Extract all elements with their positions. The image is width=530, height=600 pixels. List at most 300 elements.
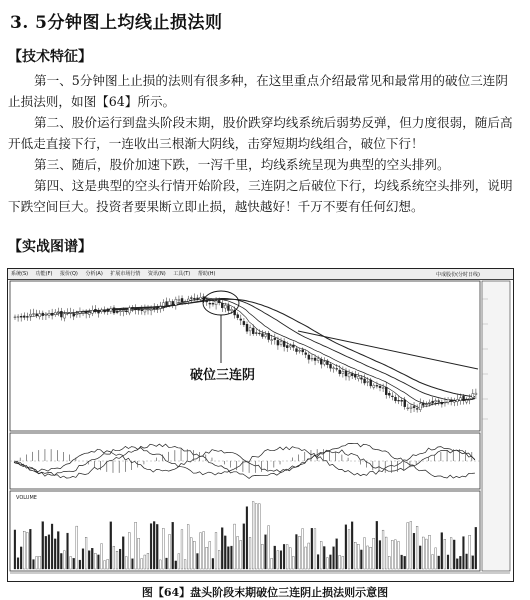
volume-bar [416, 526, 418, 569]
stock-chart-screenshot [7, 268, 514, 582]
volume-bar [206, 547, 208, 569]
candle-body [138, 309, 140, 310]
candle-body [190, 298, 192, 299]
candle-body [453, 401, 455, 402]
volume-bar [320, 541, 322, 569]
candle-body [299, 350, 301, 351]
volume-bar [289, 548, 291, 569]
candle-body [116, 312, 118, 313]
candle-body [388, 393, 390, 395]
volume-bar [475, 527, 477, 569]
volume-bar [33, 560, 35, 569]
candle-body [33, 314, 35, 315]
candle-body [172, 301, 174, 305]
candle-body [286, 346, 288, 348]
volume-bar [187, 525, 189, 569]
volume-bar [200, 533, 202, 569]
volume-bar [237, 536, 239, 569]
volume-bar [413, 533, 415, 569]
volume-panel [10, 491, 480, 571]
candle-body [206, 300, 208, 302]
paragraph-2: 第二、股价运行到盘头阶段末期，股价跌穿均线系统后弱势反弹，但力度很弱，随后高开低走直接下行，一连收出三根渐大阴线，击穿短期均线组合，破位下行！ [8, 115, 513, 151]
volume-bar [314, 529, 316, 569]
candle-body [85, 311, 87, 313]
annotation-label: 破位三连阴 [190, 368, 256, 383]
price-panel [10, 281, 480, 431]
volume-bar [212, 558, 214, 569]
menu-item: 扩展市场行情 [110, 271, 141, 277]
volume-bar [360, 550, 362, 569]
body-text [8, 70, 520, 217]
volume-bar [234, 524, 236, 569]
menu-item: 工具(T) [173, 271, 191, 277]
candle-body [466, 400, 468, 402]
candle-body [292, 345, 294, 347]
volume-bar [240, 540, 242, 569]
volume-bar [70, 557, 72, 569]
volume-bar [311, 528, 313, 569]
volume-bar [82, 549, 84, 569]
candle-body [181, 298, 183, 302]
candle-body [57, 312, 59, 313]
volume-bar [246, 507, 248, 569]
volume-bar [255, 504, 257, 569]
candle-body [283, 341, 285, 346]
volume-bar [317, 555, 319, 569]
volume-bar [110, 522, 112, 569]
moving-average-line [30, 298, 475, 407]
volume-bar [144, 555, 146, 569]
candle-body [370, 380, 372, 386]
candle-body [289, 346, 291, 347]
indicator-panel [10, 433, 480, 489]
candle-body [240, 319, 242, 320]
volume-bar [138, 538, 140, 569]
volume-bar [252, 502, 254, 569]
candle-body [187, 299, 189, 301]
volume-bar [277, 551, 279, 569]
volume-bar [323, 546, 325, 569]
candle-body [141, 310, 143, 311]
candle-body [67, 313, 69, 314]
volume-bar [261, 544, 263, 569]
volume-bar [419, 546, 421, 569]
volume-bar [85, 537, 87, 569]
volume-bar [215, 532, 217, 569]
candle-body [17, 316, 19, 317]
volume-bar [54, 539, 56, 569]
volume-bar [463, 537, 465, 569]
volume-bar [391, 540, 393, 569]
volume-bar [308, 543, 310, 569]
volume-bar [63, 551, 65, 569]
candle-body [166, 302, 168, 306]
candle-body [107, 311, 109, 312]
menu-item: 功能(F) [35, 271, 53, 277]
volume-bar [128, 532, 130, 569]
volume-label: VOLUME [16, 495, 37, 501]
volume-bar [181, 530, 183, 569]
volume-bar [193, 541, 195, 569]
volume-bar [42, 522, 44, 569]
candle-body [200, 297, 202, 299]
candle-body [252, 328, 254, 334]
volume-bar [39, 556, 41, 569]
price-axis [482, 281, 510, 571]
volume-bar [79, 560, 81, 569]
volume-bar [57, 532, 59, 569]
volume-bar [459, 556, 461, 569]
volume-bar [385, 537, 387, 569]
candle-body [110, 309, 112, 311]
candle-body [193, 298, 195, 299]
volume-bar [370, 547, 372, 569]
candle-body [215, 301, 217, 305]
candle-body [385, 387, 387, 395]
candle-body [246, 324, 248, 331]
candle-body [364, 379, 366, 383]
candle-body [422, 403, 424, 405]
candle-body [367, 381, 369, 382]
candle-body [101, 310, 103, 312]
volume-bar [48, 535, 50, 569]
volume-bar [45, 536, 47, 569]
volume-bar [456, 559, 458, 569]
candle-body [311, 358, 313, 359]
candle-body [119, 311, 121, 312]
candle-body [302, 350, 304, 352]
candle-body [320, 359, 322, 364]
volume-bar [379, 541, 381, 569]
volume-bar [218, 551, 220, 569]
candle-body [342, 371, 344, 373]
volume-bar [447, 555, 449, 569]
candle-body [94, 309, 96, 310]
volume-bar [14, 530, 16, 569]
candle-body [441, 403, 443, 404]
candle-body [70, 312, 72, 313]
volume-bar [444, 539, 446, 569]
moving-average-lines [30, 298, 479, 408]
volume-bar [302, 529, 304, 569]
volume-bar [364, 538, 366, 569]
volume-bar [17, 558, 19, 569]
candle-body [104, 311, 106, 312]
volume-bar [67, 533, 69, 569]
volume-bar [197, 553, 199, 569]
volume-bar [60, 553, 62, 569]
volume-bar [333, 547, 335, 569]
volume-bar [101, 544, 103, 569]
candle-body [144, 309, 146, 312]
volume-bar [351, 522, 353, 569]
volume-bar [432, 555, 434, 569]
volume-bar [51, 524, 53, 569]
volume-bar [422, 537, 424, 569]
volume-bar [466, 554, 468, 569]
volume-bar [76, 526, 78, 569]
page-title: 3. 5分钟图上均线止损法则 [10, 13, 223, 33]
candle-body [438, 401, 440, 402]
volume-bar [330, 555, 332, 569]
ticker-title: 中成股份(分时日线) [436, 272, 480, 278]
candle-body [413, 406, 415, 407]
candle-body [450, 400, 452, 401]
candle-body [39, 314, 41, 317]
volume-bar [348, 530, 350, 569]
candle-body [398, 400, 400, 401]
candle-body [36, 314, 38, 315]
candle-body [314, 358, 316, 361]
volume-bar [435, 548, 437, 569]
candle-body [444, 402, 446, 403]
candle-body [463, 396, 465, 400]
candle-body [42, 313, 44, 316]
candle-body [401, 400, 403, 401]
candle-body [29, 314, 31, 316]
volume-bar [258, 504, 260, 569]
candle-body [175, 299, 177, 305]
candle-body [305, 353, 307, 355]
candle-body [258, 333, 260, 334]
menu-item: 系统(S) [11, 271, 29, 277]
section-heading-chart: 【实战图谱】 [8, 239, 92, 255]
volume-bar [472, 556, 474, 569]
indicator-line [14, 449, 475, 472]
volume-bar [441, 533, 443, 569]
candle-body [153, 308, 155, 309]
volume-bar [410, 521, 412, 569]
volume-bar [116, 551, 118, 569]
candle-body [277, 340, 279, 345]
candle-body [178, 299, 180, 300]
candle-body [345, 371, 347, 376]
candle-body [351, 374, 353, 376]
candle-body [280, 342, 282, 345]
candle-body [48, 313, 50, 315]
candle-body [135, 308, 137, 310]
volume-bar [36, 556, 38, 569]
volume-bar [357, 544, 359, 569]
volume-bar [286, 545, 288, 569]
paragraph-1: 第一、5分钟图上止损的法则有很多种，在这里重点介绍最常见和最常用的破位三连阴止损法则，如图【64】所示。 [8, 73, 508, 109]
candle-body [209, 303, 211, 304]
volume-bar [88, 551, 90, 569]
candle-body [459, 398, 461, 401]
candle-body [425, 404, 427, 405]
volume-bar [280, 551, 282, 569]
candle-body [14, 317, 16, 318]
volume-bar [166, 558, 168, 569]
candle-body [265, 334, 267, 336]
volume-bar [113, 546, 115, 569]
candle-body [156, 308, 158, 309]
volume-bar [376, 521, 378, 569]
candle-body [435, 401, 437, 402]
volume-bar [135, 522, 137, 569]
volume-bar [162, 528, 164, 569]
volume-bar [243, 524, 245, 569]
candle-body [132, 307, 134, 308]
volume-bar [73, 558, 75, 569]
volume-bar [107, 559, 109, 569]
volume-bar [299, 536, 301, 569]
volume-bar [401, 555, 403, 569]
candle-body [128, 308, 130, 313]
volume-bar [209, 541, 211, 569]
candle-body [125, 311, 127, 312]
chart-canvas [8, 269, 513, 581]
candle-body [348, 373, 350, 377]
section-heading-features: 【技术特征】 [8, 49, 92, 65]
paragraph-4: 第四、这是典型的空头行情开始阶段，三连阴之后破位下行，均线系统空头排列，说明下跌空间巨大。投资者要果断立即止损，越快越好！千万不要有任何幻想。 [8, 178, 513, 214]
moving-average-line [45, 298, 475, 404]
volume-bar [147, 553, 149, 569]
volume-bar [429, 535, 431, 569]
volume-bar [104, 561, 106, 569]
candle-body [218, 300, 220, 302]
candle-body [271, 340, 273, 341]
candle-body [429, 402, 431, 403]
volume-bar [326, 558, 328, 569]
candle-body [407, 408, 409, 409]
candle-body [391, 396, 393, 397]
candle-body [76, 314, 78, 315]
volume-bar [91, 548, 93, 569]
candle-body [54, 312, 56, 314]
volume-bar [336, 539, 338, 569]
candle-body [113, 308, 115, 313]
volume-bars [14, 502, 477, 569]
volume-bar [26, 532, 28, 569]
candle-body [333, 368, 335, 369]
candle-body [255, 333, 257, 334]
candle-body [51, 313, 53, 315]
volume-bar [292, 556, 294, 569]
candle-body [221, 303, 223, 308]
volume-bar [453, 540, 455, 569]
candle-body [150, 309, 152, 310]
volume-bar [23, 531, 25, 569]
volume-bar [469, 535, 471, 569]
menu-item: 报价(Q) [60, 271, 78, 277]
candle-body [231, 309, 233, 310]
candle-body [419, 403, 421, 409]
candle-body [98, 311, 100, 314]
volume-bar [382, 530, 384, 569]
candle-body [308, 355, 310, 359]
candle-body [382, 388, 384, 389]
volume-bar [178, 554, 180, 569]
volume-bar [271, 558, 273, 569]
volume-bar [394, 540, 396, 569]
volume-bar [388, 556, 390, 569]
volume-bar [172, 522, 174, 569]
candle-body [360, 378, 362, 379]
candle-body [147, 309, 149, 310]
candle-body [410, 407, 412, 409]
candle-body [26, 316, 28, 317]
volume-bar [175, 561, 177, 569]
volume-bar [265, 535, 267, 569]
volume-bar [305, 547, 307, 569]
candle-body [45, 314, 47, 315]
volume-bar [150, 524, 152, 569]
candle-body [88, 312, 90, 314]
paragraph-3: 第三、随后，股价加速下跌，一泻千里，均线系统呈现为典型的空头排列。 [34, 157, 450, 172]
volume-bar [398, 541, 400, 569]
candle-body [472, 394, 474, 398]
volume-bar [141, 559, 143, 569]
volume-bar [156, 524, 158, 569]
candle-body [79, 312, 81, 314]
candle-body [376, 385, 378, 386]
candle-body [227, 305, 229, 310]
candle-body [243, 321, 245, 324]
volume-bar [295, 534, 297, 569]
candle-body [274, 338, 276, 339]
candle-body [373, 385, 375, 387]
volume-bar [119, 549, 121, 569]
volume-bar [450, 538, 452, 569]
candle-body [169, 301, 171, 305]
candle-body [323, 362, 325, 365]
volume-bar [268, 526, 270, 569]
candle-body [73, 313, 75, 316]
candle-body [60, 311, 62, 317]
volume-bar [190, 538, 192, 569]
figure-caption: 图【64】盘头阶段末期破位三连阴止损法则示意图 [141, 586, 389, 599]
candle-body [432, 401, 434, 403]
candle-body [317, 359, 319, 361]
volume-bar [29, 529, 31, 569]
volume-bar [373, 538, 375, 569]
candle-body [357, 376, 359, 378]
moving-average-line [107, 299, 475, 396]
candle-body [404, 400, 406, 407]
volume-bar [20, 547, 22, 569]
candle-body [416, 409, 418, 410]
candle-body [261, 334, 263, 337]
candle-body [379, 386, 381, 388]
candle-body [237, 315, 239, 318]
volume-bar [231, 546, 233, 569]
volume-bar [132, 559, 134, 569]
volume-bar [425, 539, 427, 569]
candle-body [159, 307, 161, 309]
volume-bar [227, 547, 229, 569]
candle-body [394, 397, 396, 401]
candle-body [268, 333, 270, 339]
candle-body [330, 364, 332, 368]
volume-bar [274, 546, 276, 569]
candle-body [249, 328, 251, 331]
volume-bar [345, 525, 347, 569]
volume-bar [404, 556, 406, 569]
volume-bar [125, 557, 127, 569]
volume-bar [283, 544, 285, 569]
volume-bar [184, 560, 186, 569]
candle-body [336, 368, 338, 369]
volume-bar [94, 553, 96, 569]
volume-bar [339, 555, 341, 569]
candle-body [23, 316, 25, 317]
volume-bar [438, 556, 440, 569]
candle-body [469, 398, 471, 399]
volume-bar [407, 523, 409, 569]
candle-body [326, 361, 328, 365]
volume-bar [367, 546, 369, 569]
